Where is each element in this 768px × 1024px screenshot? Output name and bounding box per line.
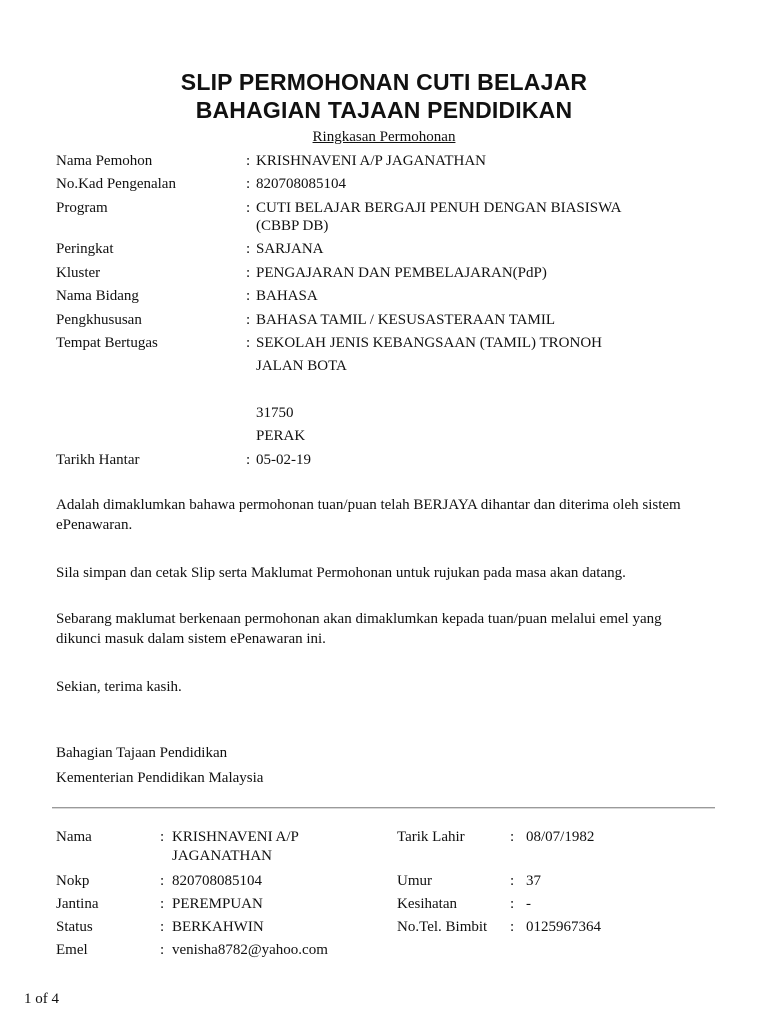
field-value: 820708085104 <box>256 176 346 192</box>
field-label: Nama Pemohon <box>56 153 153 169</box>
address-state: PERAK <box>256 428 306 444</box>
colon-separator: : <box>510 919 515 935</box>
field-label: Status <box>56 919 93 935</box>
colon-separator: : <box>246 241 251 257</box>
colon-separator: : <box>160 896 165 912</box>
field-label: Jantina <box>56 896 99 912</box>
field-value: PENGAJARAN DAN PEMBELAJARAN(PdP) <box>256 265 547 281</box>
notice-paragraph-success: Adalah dimaklumkan bahawa permohonan tuan/puan telah BERJAYA dihantar dan diterima oleh sistem ePenawaran. <box>56 497 681 533</box>
field-value-email: venisha8782@yahoo.com <box>172 942 328 958</box>
colon-separator: : <box>246 153 251 169</box>
field-label: Nama Bidang <box>56 288 139 304</box>
field-value: BERKAHWIN <box>172 919 264 935</box>
colon-separator: : <box>246 335 251 351</box>
field-label: No.Tel. Bimbit <box>397 919 488 935</box>
colon-separator: : <box>160 919 165 935</box>
colon-separator: : <box>246 200 251 216</box>
notice-paragraph-email: Sebarang maklumat berkenaan permohonan akan dimaklumkan kepada tuan/puan melalui emel yang dikunci masuk dalam sistem ePenawaran ini. <box>56 611 662 647</box>
address-postcode: 31750 <box>256 405 294 421</box>
colon-separator: : <box>246 288 251 304</box>
document-title: SLIP PERMOHONAN CUTI BELAJAR <box>180 69 588 95</box>
field-value: SEKOLAH JENIS KEBANGSAAN (TAMIL) TRONOH <box>256 335 603 351</box>
colon-separator: : <box>246 452 251 468</box>
colon-separator: : <box>246 176 251 192</box>
field-value: 08/07/1982 <box>526 829 595 845</box>
field-label: Program <box>56 200 108 216</box>
page-number: 1 of 4 <box>24 991 59 1007</box>
field-label: Kesihatan <box>397 896 457 912</box>
field-label: Umur <box>397 873 432 889</box>
colon-separator: : <box>160 829 165 845</box>
field-value: PEREMPUAN <box>172 896 263 912</box>
field-label: Peringkat <box>56 241 114 257</box>
signature-ministry: Kementerian Pendidikan Malaysia <box>56 770 264 786</box>
field-label: Tarikh Hantar <box>56 452 140 468</box>
field-value: 820708085104 <box>172 873 262 889</box>
colon-separator: : <box>160 873 165 889</box>
field-label: Tempat Bertugas <box>56 335 158 351</box>
field-value: 37 <box>526 873 541 889</box>
field-value: - <box>526 896 531 912</box>
colon-separator: : <box>510 829 515 845</box>
field-value: 0125967364 <box>526 919 601 935</box>
field-label: Pengkhususan <box>56 312 142 328</box>
field-label: Nama <box>56 829 92 845</box>
colon-separator: : <box>510 896 515 912</box>
address-line: JALAN BOTA <box>256 358 347 374</box>
field-label: No.Kad Pengenalan <box>56 176 176 192</box>
field-label: Tarik Lahir <box>397 829 465 845</box>
field-value-continued: JAGANATHAN <box>172 848 272 864</box>
field-value: BAHASA TAMIL / KESUSASTERAAN TAMIL <box>256 312 556 328</box>
colon-separator: : <box>246 312 251 328</box>
field-value: 05-02-19 <box>256 452 311 468</box>
field-value: KRISHNAVENI A/P JAGANATHAN <box>256 153 487 169</box>
field-value-continued: (CBBP DB) <box>256 218 329 234</box>
field-value: KRISHNAVENI A/P <box>172 829 299 845</box>
field-label: Kluster <box>56 265 101 281</box>
document-subtitle-department: BAHAGIAN TAJAAN PENDIDIKAN <box>195 97 573 123</box>
colon-separator: : <box>160 942 165 958</box>
colon-separator: : <box>246 265 251 281</box>
field-label: Nokp <box>56 873 90 889</box>
section-divider <box>52 807 715 809</box>
field-value: SARJANA <box>256 241 324 257</box>
colon-separator: : <box>510 873 515 889</box>
notice-paragraph-print: Sila simpan dan cetak Slip serta Maklumat Permohonan untuk rujukan pada masa akan datang. <box>56 565 626 581</box>
field-label: Emel <box>56 942 88 958</box>
closing-paragraph: Sekian, terima kasih. <box>56 679 182 695</box>
field-value: BAHASA <box>256 288 318 304</box>
section-heading-ringkasan: Ringkasan Permohonan <box>312 129 456 145</box>
signature-department: Bahagian Tajaan Pendidikan <box>56 745 228 761</box>
field-value: CUTI BELAJAR BERGAJI PENUH DENGAN BIASISWA <box>256 200 622 216</box>
